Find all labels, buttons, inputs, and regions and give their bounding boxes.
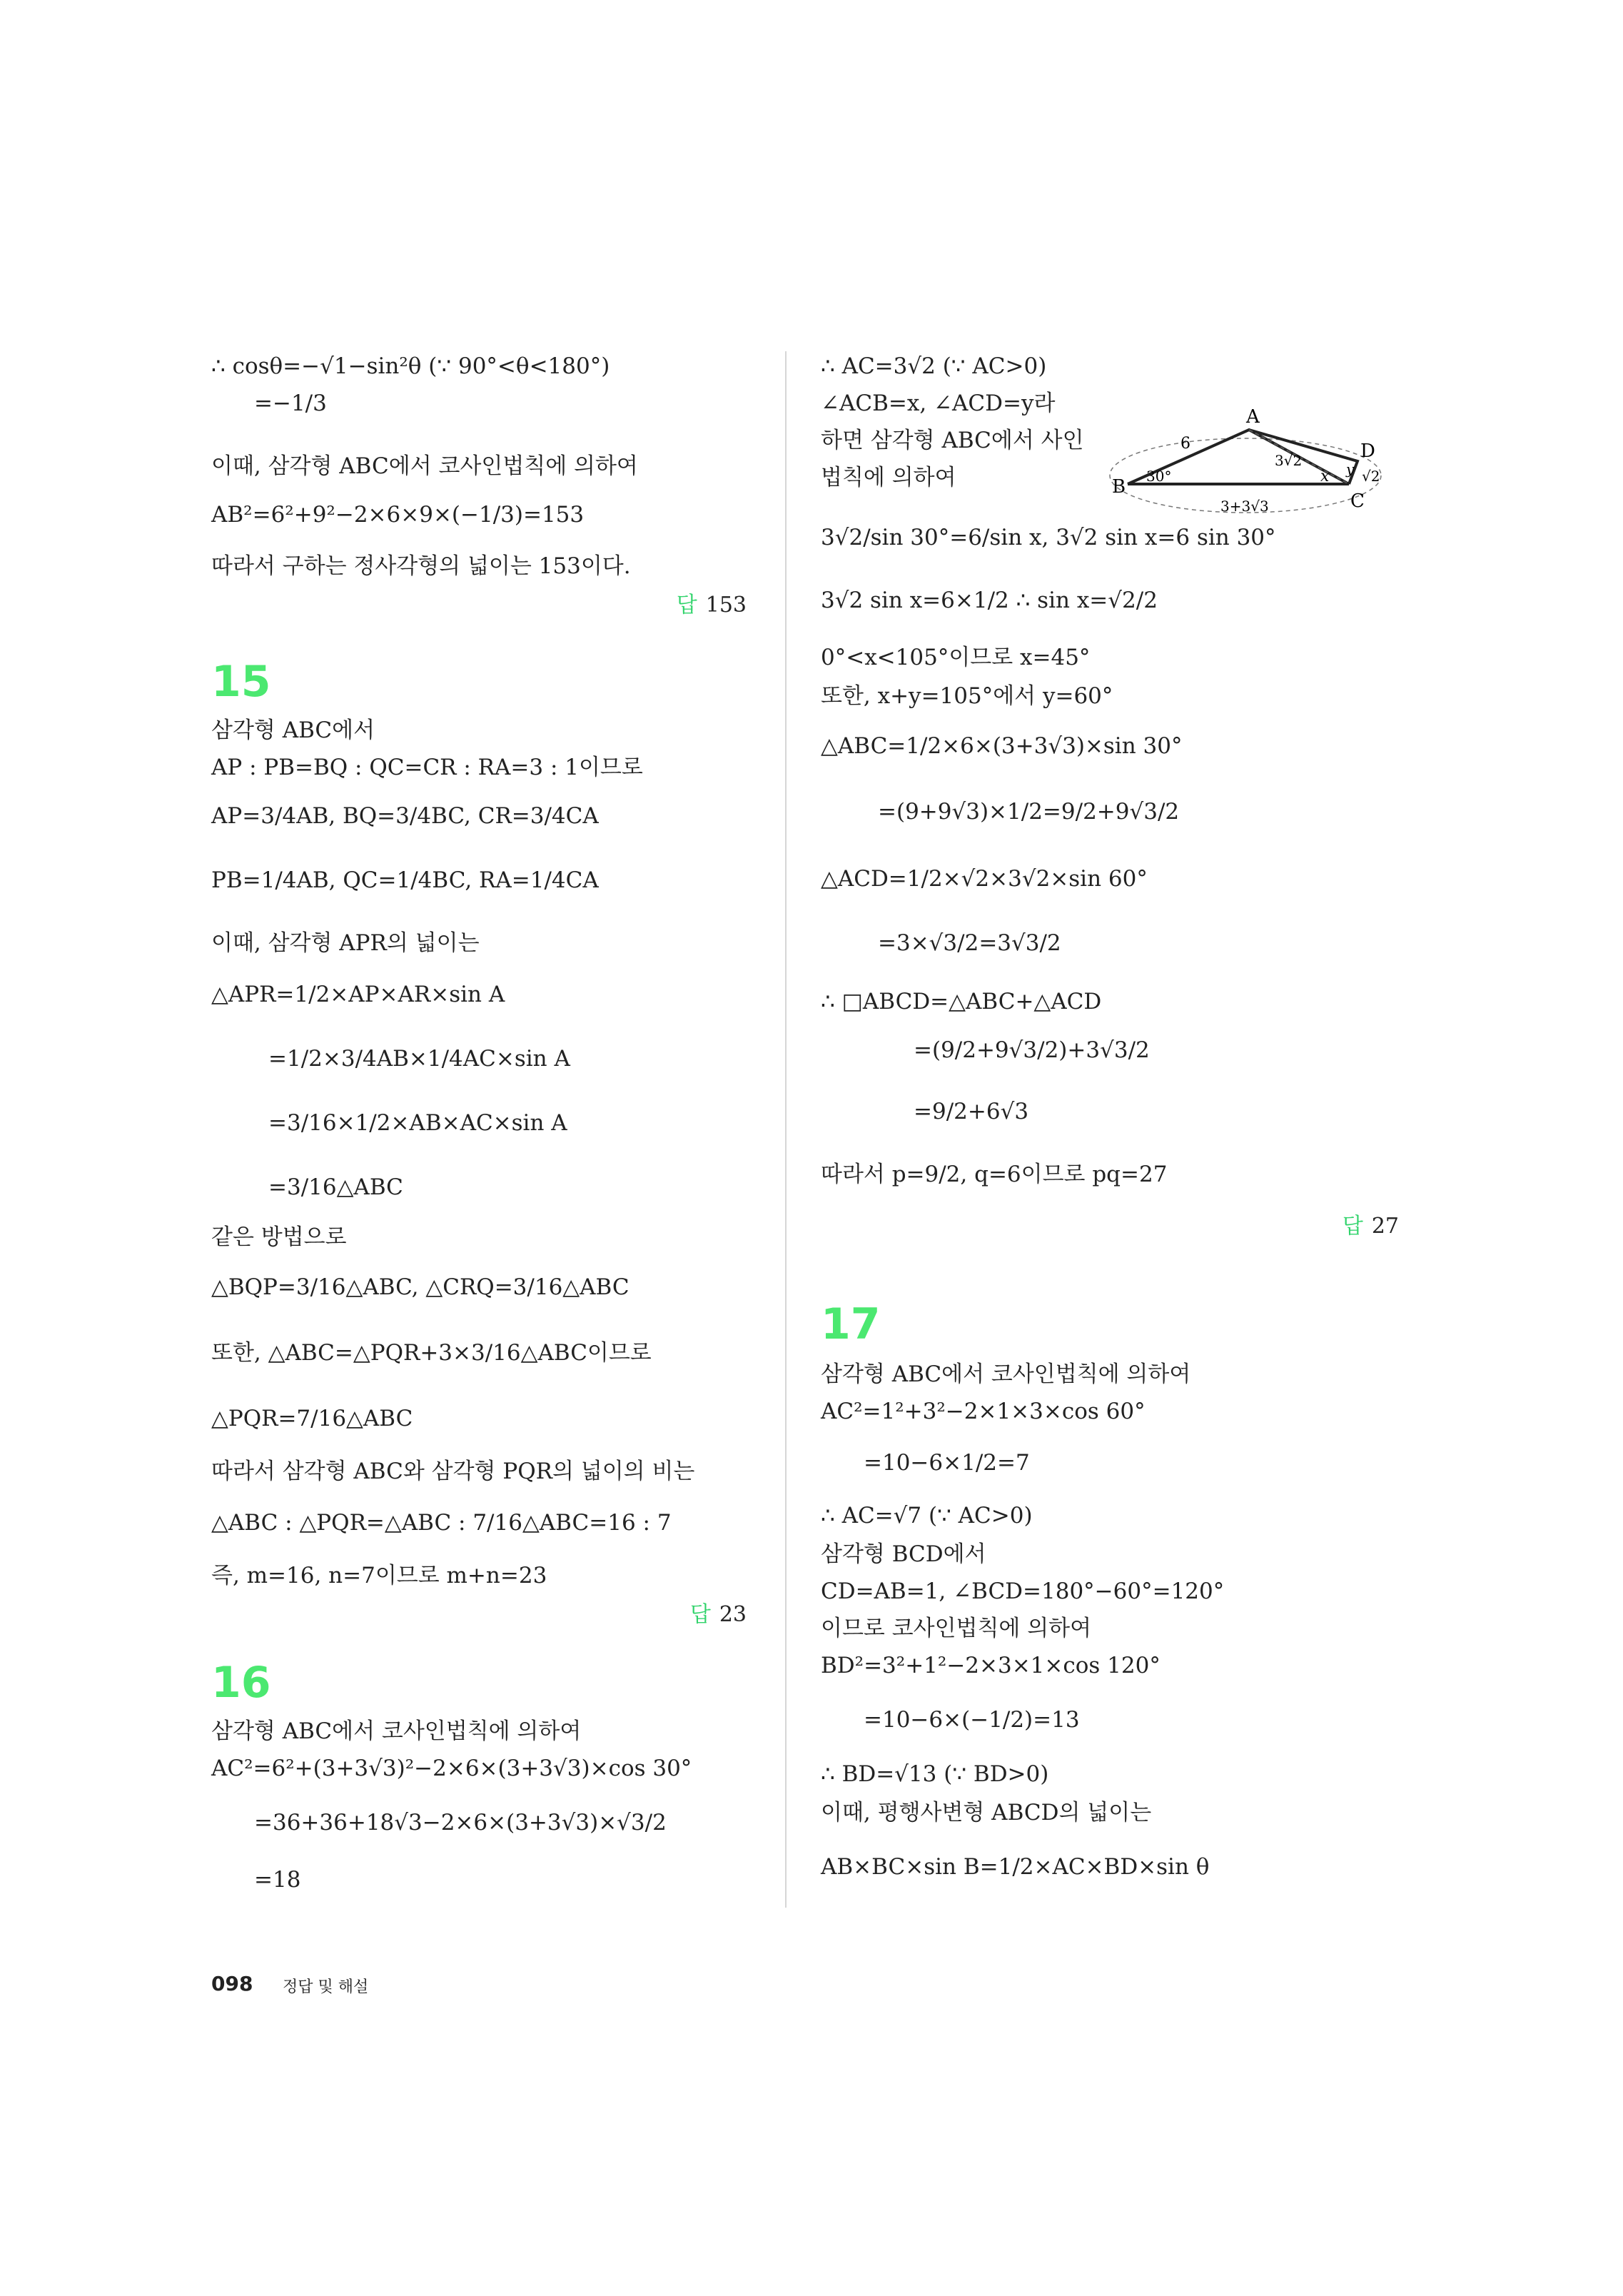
text-line: ∴ AC=√7 (∵ AC>0) — [821, 1503, 1033, 1529]
text-line: CD=AB=1, ∠BCD=180°−60°=120° — [821, 1578, 1225, 1604]
text-line: 이때, 평행사변형 ABCD의 넓이는 — [821, 1800, 1152, 1826]
text-line: △PQR=7/16△ABC — [211, 1406, 413, 1431]
text-line: =(9+9√3)×1/2=9/2+9√3/2 — [878, 799, 1180, 825]
text-line: 하면 삼각형 ABC에서 사인 — [821, 428, 1084, 453]
text-line: ∴ BD=√13 (∵ BD>0) — [821, 1761, 1049, 1787]
text-line: 즉, m=16, n=7이므로 m+n=23 — [211, 1563, 547, 1588]
label-side-6: 6 — [1180, 435, 1190, 453]
text-line: =−1/3 — [254, 391, 327, 416]
label-3root2: 3√2 — [1275, 452, 1303, 469]
label-y: y — [1346, 460, 1355, 478]
answer-value: 153 — [705, 593, 747, 618]
triangle-diagram — [1106, 398, 1392, 527]
label-d: D — [1360, 440, 1375, 462]
text-line: 삼각형 ABC에서 코사인법칙에 의하여 — [211, 1718, 582, 1744]
label-a: A — [1246, 406, 1260, 428]
text-line: BD²=3²+1²−2×3×1×cos 120° — [821, 1653, 1161, 1678]
page-number: 098 — [211, 1972, 253, 1995]
text-line: =18 — [254, 1867, 301, 1893]
text-line: AP : PB=BQ : QC=CR : RA=3 : 1이므로 — [211, 755, 643, 780]
answer-value: 23 — [719, 1602, 747, 1627]
text-line: 따라서 삼각형 ABC와 삼각형 PQR의 넓이의 비는 — [211, 1459, 695, 1484]
answer-box — [677, 591, 747, 620]
section-number: 17 — [821, 1299, 881, 1349]
text-line: =10−6×(−1/2)=13 — [864, 1707, 1080, 1733]
text-line: △ACD=1/2×√2×3√2×sin 60° — [821, 866, 1148, 892]
label-c: C — [1350, 490, 1365, 512]
text-line: 또한, x+y=105°에서 y=60° — [821, 683, 1113, 709]
text-line: =1/2×3/4AB×1/4AC×sin A — [268, 1046, 570, 1072]
text-line: 따라서 p=9/2, q=6이므로 pq=27 — [821, 1162, 1168, 1187]
footer-title: 정답 및 해설 — [283, 1978, 369, 1996]
text-line: ∴ AC=3√2 (∵ AC>0) — [821, 353, 1047, 379]
text-line: 따라서 구하는 정사각형의 넓이는 153이다. — [211, 553, 631, 579]
text-line: PB=1/4AB, QC=1/4BC, RA=1/4CA — [211, 867, 599, 893]
text-line: ∴ □ABCD=△ABC+△ACD — [821, 989, 1102, 1014]
text-line: 0°<x<105°이므로 x=45° — [821, 645, 1091, 670]
text-line: 삼각형 ABC에서 코사인법칙에 의하여 — [821, 1361, 1191, 1387]
text-line: △APR=1/2×AP×AR×sin A — [211, 982, 505, 1007]
answer-box — [690, 1601, 747, 1629]
text-line: ∴ cosθ=−√1−sin²θ (∵ 90°<θ<180°) — [211, 353, 610, 379]
text-line: =3/16×1/2×AB×AC×sin A — [268, 1110, 567, 1136]
answer-label: 답 — [689, 1602, 711, 1627]
text-line: △ABC : △PQR=△ABC : 7/16△ABC=16 : 7 — [211, 1510, 672, 1536]
text-line: 이때, 삼각형 ABC에서 코사인법칙에 의하여 — [211, 453, 638, 479]
text-line: =3/16△ABC — [268, 1174, 403, 1200]
answer-value: 27 — [1371, 1214, 1399, 1239]
text-line: =(9/2+9√3/2)+3√3/2 — [914, 1037, 1150, 1063]
text-line: △ABC=1/2×6×(3+3√3)×sin 30° — [821, 733, 1183, 759]
text-line: 이므로 코사인법칙에 의하여 — [821, 1616, 1092, 1641]
text-line: 이때, 삼각형 APR의 넓이는 — [211, 930, 480, 956]
label-x: x — [1320, 468, 1330, 485]
text-line: AC²=6²+(3+3√3)²−2×6×(3+3√3)×cos 30° — [211, 1756, 692, 1781]
text-line: 법칙에 의하여 — [821, 465, 956, 490]
text-line: △BQP=3/16△ABC, △CRQ=3/16△ABC — [211, 1274, 630, 1300]
text-line: ∠ACB=x, ∠ACD=y라 — [821, 391, 1056, 416]
label-b: B — [1112, 476, 1126, 498]
label-3plus3root3: 3+3√3 — [1220, 498, 1269, 515]
answer-box — [1343, 1212, 1399, 1241]
text-line: =3×√3/2=3√3/2 — [878, 930, 1061, 956]
text-line: AC²=1²+3²−2×1×3×cos 60° — [821, 1399, 1146, 1424]
text-line: =9/2+6√3 — [914, 1099, 1029, 1124]
column-divider — [785, 351, 787, 1908]
text-line: 삼각형 BCD에서 — [821, 1541, 986, 1567]
answer-label: 답 — [1342, 1214, 1363, 1239]
label-root2: √2 — [1362, 468, 1380, 485]
text-line: 같은 방법으로 — [211, 1224, 347, 1250]
text-line: 3√2/sin 30°=6/sin x, 3√2 sin x=6 sin 30° — [821, 525, 1276, 550]
section-number: 15 — [211, 657, 271, 707]
text-line: 삼각형 ABC에서 — [211, 718, 375, 743]
text-line: 또한, △ABC=△PQR+3×3/16△ABC이므로 — [211, 1340, 652, 1366]
text-line: =36+36+18√3−2×6×(3+3√3)×√3/2 — [254, 1810, 667, 1836]
text-line: =10−6×1/2=7 — [864, 1450, 1030, 1476]
text-line: AP=3/4AB, BQ=3/4BC, CR=3/4CA — [211, 803, 599, 829]
text-line: 3√2 sin x=6×1/2 ∴ sin x=√2/2 — [821, 588, 1158, 613]
label-30deg: 30° — [1146, 468, 1172, 485]
answer-label: 답 — [676, 593, 697, 618]
section-number: 16 — [211, 1658, 271, 1708]
text-line: AB²=6²+9²−2×6×9×(−1/3)=153 — [211, 502, 585, 528]
text-line: AB×BC×sin B=1/2×AC×BD×sin θ — [821, 1854, 1210, 1880]
